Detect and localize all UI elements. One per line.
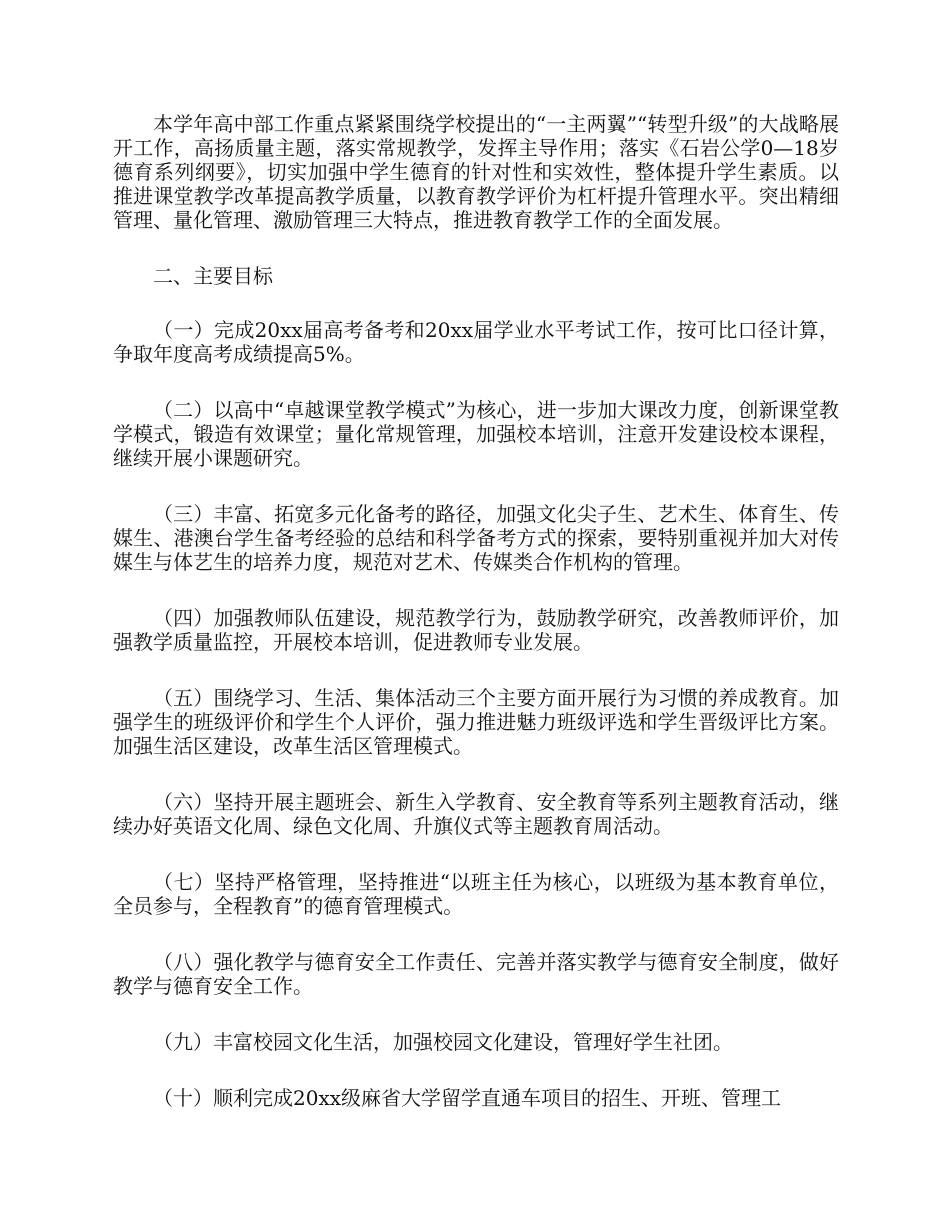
goal-item-8: （八）强化教学与德育安全工作责任、完善并落实教学与德育安全制度，做好教学与德育安全工作。 — [113, 950, 839, 998]
intro-paragraph: 本学年高中部工作重点紧紧围绕学校提出的“一主两翼”“转型升级”的大战略展开工作，高扬质量主题，落实常规教学，发挥主导作用；落实《石岩公学0—18岁德育系列纲要》，切实加强中学生德育的针对性和实效性，整体提升学生素质。以推进课堂教学改革提高教学质量，以教育教学评价为杠杆提升管理水平。突出精细管理、量化管理、激励管理三大特点，推进教育教学工作的全面发展。 — [113, 112, 839, 232]
goal-item-7: （七）坚持严格管理，坚持推进“以班主任为核心，以班级为基本教育单位，全员参与，全程教育”的德育管理模式。 — [113, 870, 839, 918]
goal-item-2: （二）以高中“卓越课堂教学模式”为核心，进一步加大课改力度，创新课堂教学模式，锻造有效课堂；量化常规管理，加强校本培训，注意开发建设校本课程，继续开展小课题研究。 — [113, 398, 839, 470]
goal-item-1: （一）完成20xx届高考备考和20xx届学业水平考试工作，按可比口径计算，争取年度高考成绩提高5%。 — [113, 318, 839, 366]
goal-item-5: （五）围绕学习、生活、集体活动三个主要方面开展行为习惯的养成教育。加强学生的班级评价和学生个人评价，强力推进魅力班级评选和学生晋级评比方案。加强生活区建设，改革生活区管理模式。 — [113, 686, 839, 758]
section-heading-main-goals: 二、主要目标 — [153, 264, 273, 288]
goal-item-6: （六）坚持开展主题班会、新生入学教育、安全教育等系列主题教育活动，继续办好英语文化周、绿色文化周、升旗仪式等主题教育周活动。 — [113, 790, 839, 838]
document-body — [113, 112, 839, 1110]
goal-item-4: （四）加强教师队伍建设，规范教学行为，鼓励教学研究，改善教师评价，加强教学质量监控，开展校本培训，促进教师专业发展。 — [113, 606, 839, 654]
goal-item-9: （九）丰富校园文化生活，加强校园文化建设，管理好学生社团。 — [153, 1030, 733, 1054]
goal-item-10: （十）顺利完成20xx级麻省大学留学直通车项目的招生、开班、管理工 — [153, 1086, 782, 1110]
goal-item-3: （三）丰富、拓宽多元化备考的路径，加强文化尖子生、艺术生、体育生、传媒生、港澳台学生备考经验的总结和科学备考方式的探索，要特别重视并加大对传媒生与体艺生的培养力度，规范对艺术、传媒类合作机构的管理。 — [113, 502, 839, 574]
